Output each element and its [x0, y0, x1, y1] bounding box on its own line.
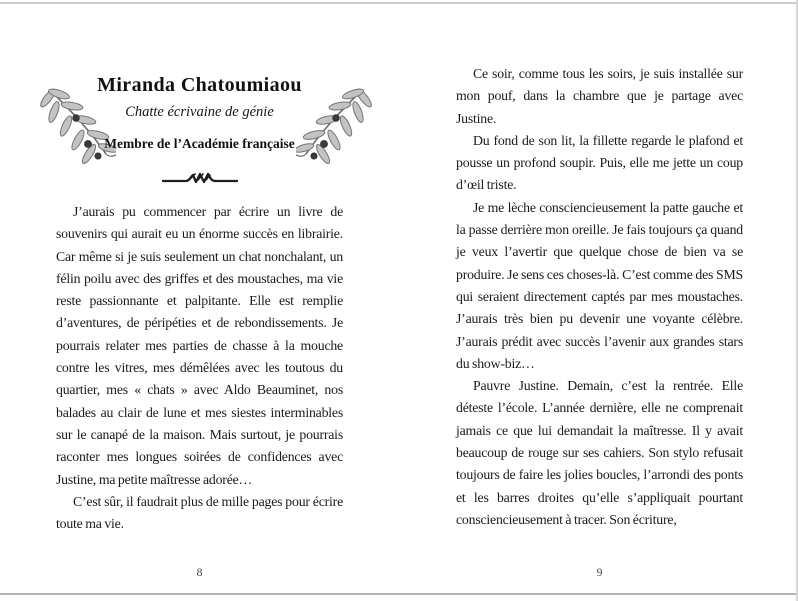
- paragraph: Je me lèche consciencieusement la patte gauche et la passe derrière mon oreille. Je fais toujours ça quand je veux l’avertir que quelque chose de bien va se produire. Je sens ces choses-là. C’est comme des SMS qui seraient directement captés par mes moustaches. J’aurais très bien pu devenir une voyante célèbre. J’aurais prédit avec succès l’avenir aux grandes stars du show-biz…: [456, 199, 743, 371]
- left-page-text: [56, 201, 343, 535]
- paragraph: Ce soir, comme tous les soirs, je suis installée sur mon pouf, dans la chambre que je partage avec Justine.: [456, 66, 743, 126]
- page-number-right: 9: [596, 565, 603, 579]
- author-title: Membre de l’Académie française: [104, 136, 295, 151]
- paragraph: J’aurais pu commencer par écrire un livre de souvenirs qui aurait eu un énorme succès en librairie. Car même si je suis seulement un chat nonchalant, un félin poilu avec des griffes et des moustaches, ma vie reste passionnante et palpitante. Elle est remplie d’aventures, de péripéties et de rebondissements. Je pourrais relater mes parties de chasse à la mouche contre les vitres, mes démêlées avec les toutous du quartier, mes « chats » avec Aldo Beauminet, nos balades au clair de lune et mes siestes interminables sur le canapé de la maison. Mais surtout, je pourrais raconter mes longues soirées de confidences avec Justine, ma petite maîtresse adorée…: [56, 204, 343, 487]
- author-name: Miranda Chatoumiaou: [97, 74, 302, 96]
- right-page-text: [456, 63, 743, 531]
- left-page: [56, 0, 343, 601]
- squiggle-divider-icon: [56, 170, 343, 193]
- paragraph: Pauvre Justine. Demain, c’est la rentrée. Elle déteste l’école. L’année dernière, elle ne comprenait jamais ce que lui demandait la maîtresse. Il y avait beaucoup de rouge sur ses cahiers. Son stylo refusait toujours de faire les jolies boucles, l’arrondi des ponts et les barres droites qu’elle s’appliquait pourtant consciencieusement à tracer. Son écriture,: [456, 378, 743, 527]
- page-number-left: 8: [196, 565, 203, 579]
- right-page: [456, 0, 743, 601]
- paragraph: Du fond de son lit, la fillette regarde le plafond et pousse un profond soupir. Puis, elle me jette un coup d’œil triste.: [456, 132, 743, 193]
- paragraph: C’est sûr, il faudrait plus de mille pages pour écrire toute ma vie.: [56, 493, 343, 532]
- author-subtitle: Chatte écrivaine de génie: [125, 104, 274, 120]
